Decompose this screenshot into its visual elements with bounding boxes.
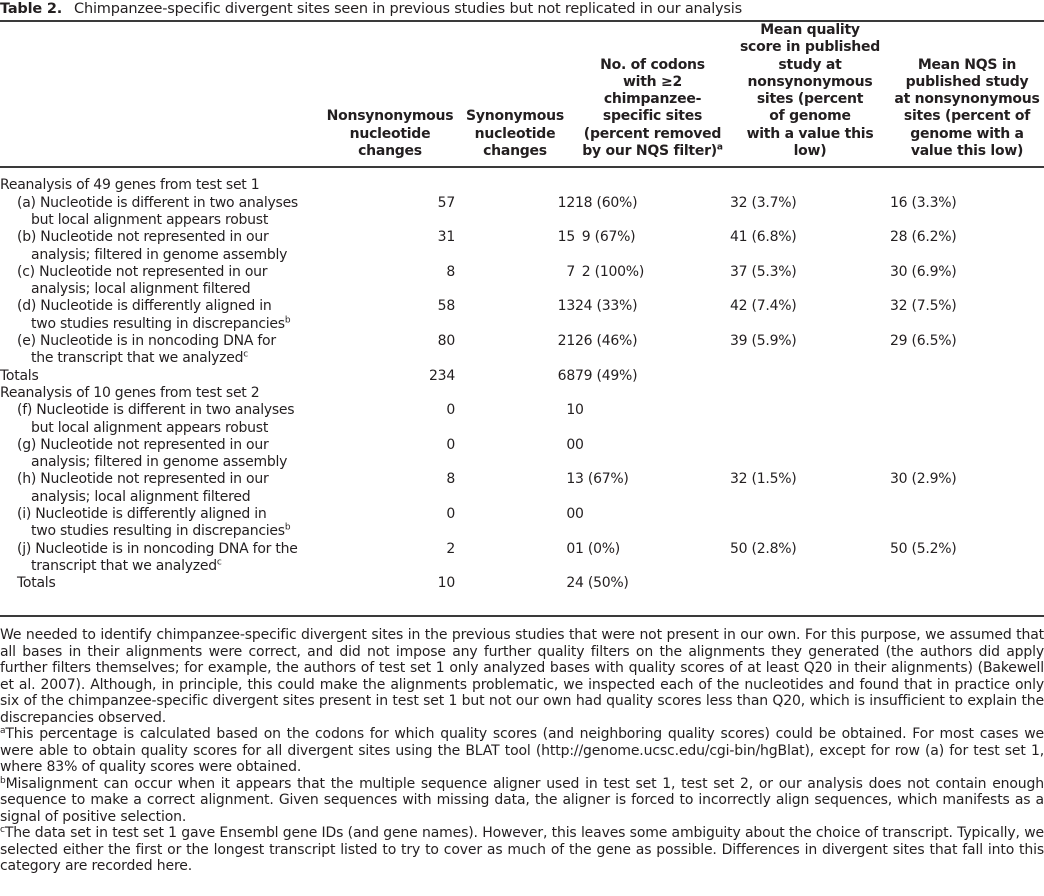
footnote-mark-c: c bbox=[243, 349, 248, 360]
group-title-row bbox=[0, 385, 1044, 402]
table-caption bbox=[0, 0, 742, 18]
table-row bbox=[0, 195, 1044, 230]
table-row bbox=[0, 402, 1044, 437]
cell-mean-quality: 39 (5.9%) bbox=[730, 333, 797, 350]
row-label: (e) Nucleotide is in noncoding DNA for the transcript that we analyzed$^c$ bbox=[17, 333, 276, 367]
cell-codons: 0 bbox=[575, 402, 584, 419]
table-row bbox=[0, 298, 1044, 333]
cell-mean-quality bbox=[730, 437, 890, 472]
cell-mean-nqs: 30 (6.9%) bbox=[890, 263, 957, 280]
cell-mean-quality: 37 (5.3%) bbox=[730, 263, 797, 280]
cell-mean-quality: 41 (6.8%) bbox=[730, 229, 797, 246]
cell-nonsyn: 0 bbox=[446, 506, 455, 523]
cell-mean-nqs: 50 (5.2%) bbox=[890, 540, 957, 557]
footnote-a: $^a$This percentage is calculated based on the codons for which quality scores (and neighboring quality scores) could be obtained. For most cases we were able to obtain quality scores for all divergent sites using the BLAT tool (http://genome.ucsc.edu/cgi-bin/hgBlat), except for row (a) for test set 1, where 83% of quality scores were obtained. bbox=[0, 726, 1044, 775]
cell-codons: 79 (49%) bbox=[575, 367, 638, 384]
cell-mean-nqs bbox=[890, 368, 1044, 385]
footnote-c: $^c$The data set in test set 1 gave Ensembl gene IDs (and gene names). However, this leaves some ambiguity about the choice of transcript. Typically, we selected either the first or the longest transcript listed to try to cover as much of the gene as possible. Differences in divergent sites that fall into this category are recorded here. bbox=[0, 825, 1044, 874]
cell-syn: 2 bbox=[566, 575, 575, 592]
cell-nonsyn: 57 bbox=[437, 194, 455, 211]
cell-mean-quality: 42 (7.4%) bbox=[730, 298, 797, 315]
row-label: (c) Nucleotide not represented in our analysis; local alignment filtered bbox=[17, 263, 268, 298]
header-row bbox=[0, 22, 1044, 169]
table-row bbox=[0, 437, 1044, 472]
cell-syn: 0 bbox=[566, 436, 575, 453]
cell-mean-nqs: 30 (2.9%) bbox=[890, 471, 957, 488]
bottom-rule bbox=[0, 615, 1044, 617]
cell-mean-nqs: 32 (7.5%) bbox=[890, 298, 957, 315]
cell-syn: 68 bbox=[557, 367, 575, 384]
cell-codons: 9 (67%) bbox=[575, 229, 636, 246]
table-row bbox=[0, 471, 1044, 506]
cell-nonsyn: 10 bbox=[437, 575, 455, 592]
cell-syn: 15 bbox=[557, 229, 575, 246]
cell-mean-quality bbox=[730, 402, 890, 437]
cell-codons: 1 (0%) bbox=[575, 540, 620, 557]
cell-syn: 1 bbox=[566, 471, 575, 488]
footnote-mark-c: c bbox=[216, 557, 222, 568]
header-label-column bbox=[0, 22, 325, 169]
row-label: (b) Nucleotide not represented in our analysis; filtered in genome assembly bbox=[17, 229, 288, 263]
header-nonsynonymous: Nonsynonymous nucleotide changes bbox=[326, 108, 454, 160]
cell-codons: 24 (33%) bbox=[575, 298, 638, 315]
cell-codons: 2 (100%) bbox=[575, 263, 645, 280]
row-label: (j) Nucleotide is in noncoding DNA for the transcript that we analyzed$^c$ bbox=[17, 540, 298, 574]
cell-syn: 13 bbox=[557, 298, 575, 315]
footnote-mark-a: a bbox=[716, 142, 723, 153]
cell-mean-quality: 32 (1.5%) bbox=[730, 471, 797, 488]
cell-codons: 18 (60%) bbox=[575, 194, 638, 211]
totals-label: Totals bbox=[17, 575, 56, 592]
cell-syn: 12 bbox=[557, 194, 575, 211]
cell-mean-quality: 50 (2.8%) bbox=[730, 540, 797, 557]
cell-mean-quality: 32 (3.7%) bbox=[730, 194, 797, 211]
cell-nonsyn: 0 bbox=[446, 402, 455, 419]
header-codons: No. of codons with ≥2 chimpanzee- specific sites (percent removed by our NQS filter)$^a$ bbox=[582, 56, 723, 160]
cell-mean-quality bbox=[730, 368, 890, 385]
cell-nonsyn: 2 bbox=[446, 540, 455, 557]
header-synonymous: Synonymous nucleotide changes bbox=[466, 108, 564, 160]
cell-syn: 0 bbox=[566, 540, 575, 557]
row-label: (h) Nucleotide not represented in our analysis; local alignment filtered bbox=[17, 471, 269, 505]
cell-nonsyn: 8 bbox=[446, 471, 455, 488]
cell-nonsyn: 31 bbox=[437, 229, 455, 246]
cell-syn: 7 bbox=[566, 263, 575, 280]
totals-row bbox=[0, 368, 1044, 385]
cell-nonsyn: 8 bbox=[446, 263, 455, 280]
table-row bbox=[0, 229, 1044, 264]
group-title-row bbox=[0, 177, 1044, 194]
cell-codons: 0 bbox=[575, 436, 584, 453]
row-label: (i) Nucleotide is differently aligned in two studies resulting in discrepancies$^b$ bbox=[17, 506, 291, 540]
cell-mean-nqs bbox=[890, 575, 1044, 592]
cell-mean-nqs: 28 (6.2%) bbox=[890, 229, 957, 246]
row-label: (g) Nucleotide not represented in our analysis; filtered in genome assembly bbox=[17, 436, 288, 471]
cell-nonsyn: 80 bbox=[437, 333, 455, 350]
table-notes bbox=[0, 627, 1044, 875]
cell-mean-nqs: 29 (6.5%) bbox=[890, 333, 957, 350]
cell-mean-quality bbox=[730, 506, 890, 541]
table-row bbox=[0, 541, 1044, 576]
cell-nonsyn: 58 bbox=[437, 298, 455, 315]
cell-mean-nqs bbox=[890, 506, 1044, 541]
table-label: Table 2. bbox=[0, 1, 63, 17]
cell-syn: 0 bbox=[566, 506, 575, 523]
row-label: (d) Nucleotide is differently aligned in two studies resulting in discrepancies$^b$ bbox=[17, 298, 291, 332]
data-table bbox=[0, 22, 1044, 593]
header-mean-quality: Mean quality score in published study at nonsynonymous sites (percent of genome with a value this low) bbox=[739, 22, 881, 160]
table-row bbox=[0, 333, 1044, 368]
footnote-mark-b: b bbox=[284, 315, 291, 326]
cell-nonsyn: 234 bbox=[429, 367, 455, 384]
cell-syn: 1 bbox=[566, 402, 575, 419]
table-body bbox=[0, 169, 1044, 592]
footnote-b: $^b$Misalignment can occur when it appears that the multiple sequence aligner used in test set 1, test set 2, or our analysis does not contain enough sequence to make a correct alignment. Given sequences with missing data, the aligner is forced to incorrectly align sequences, which manifests as a signal of positive selection. bbox=[0, 775, 1044, 825]
table-row bbox=[0, 506, 1044, 541]
row-label: (a) Nucleotide is different in two analyses but local alignment appears robust bbox=[17, 194, 298, 228]
cell-mean-nqs bbox=[890, 402, 1044, 437]
header-mean-nqs: Mean NQS in published study at nonsynonymous sites (percent of genome with a value this low) bbox=[894, 56, 1040, 160]
intro-note: We needed to identify chimpanzee-specific divergent sites in the previous studies that were not present in our own. For this purpose, we assumed that all bases in their alignments were correct, and did not impose any further quality filters on the alignments they generated (the authors did apply further filters themselves; for example, the authors of test set 1 only analyzed bases with quality scores of at least Q20 in their alignments) (Bakewell et al. 2007). Although, in principle, this could make the alignments problematic, we inspected each of the nucleotides and found that in practice only six of the chimpanzee-specific divergent sites present in test set 1 but not our own had quality scores less than Q20, which is insufficient to explain the discrepancies observed. bbox=[0, 627, 1044, 726]
cell-syn: 21 bbox=[557, 333, 575, 350]
cell-mean-quality bbox=[730, 575, 890, 592]
group-title: Reanalysis of 49 genes from test set 1 bbox=[0, 177, 260, 194]
cell-codons: 0 bbox=[575, 506, 584, 523]
cell-nonsyn: 0 bbox=[446, 436, 455, 453]
group-title: Reanalysis of 10 genes from test set 2 bbox=[0, 384, 260, 401]
table-row bbox=[0, 264, 1044, 299]
cell-mean-nqs: 16 (3.3%) bbox=[890, 194, 957, 211]
totals-row bbox=[0, 575, 1044, 592]
cell-codons: 26 (46%) bbox=[575, 333, 638, 350]
cell-codons: 4 (50%) bbox=[575, 575, 629, 592]
totals-label: Totals bbox=[0, 367, 39, 384]
cell-codons: 3 (67%) bbox=[575, 471, 629, 488]
footnote-mark-b: b bbox=[284, 522, 291, 533]
table-title: Chimpanzee-specific divergent sites seen in previous studies but not replicated in our analysis bbox=[74, 1, 742, 17]
cell-mean-nqs bbox=[890, 437, 1044, 472]
row-label: (f) Nucleotide is different in two analyses but local alignment appears robust bbox=[17, 402, 295, 436]
